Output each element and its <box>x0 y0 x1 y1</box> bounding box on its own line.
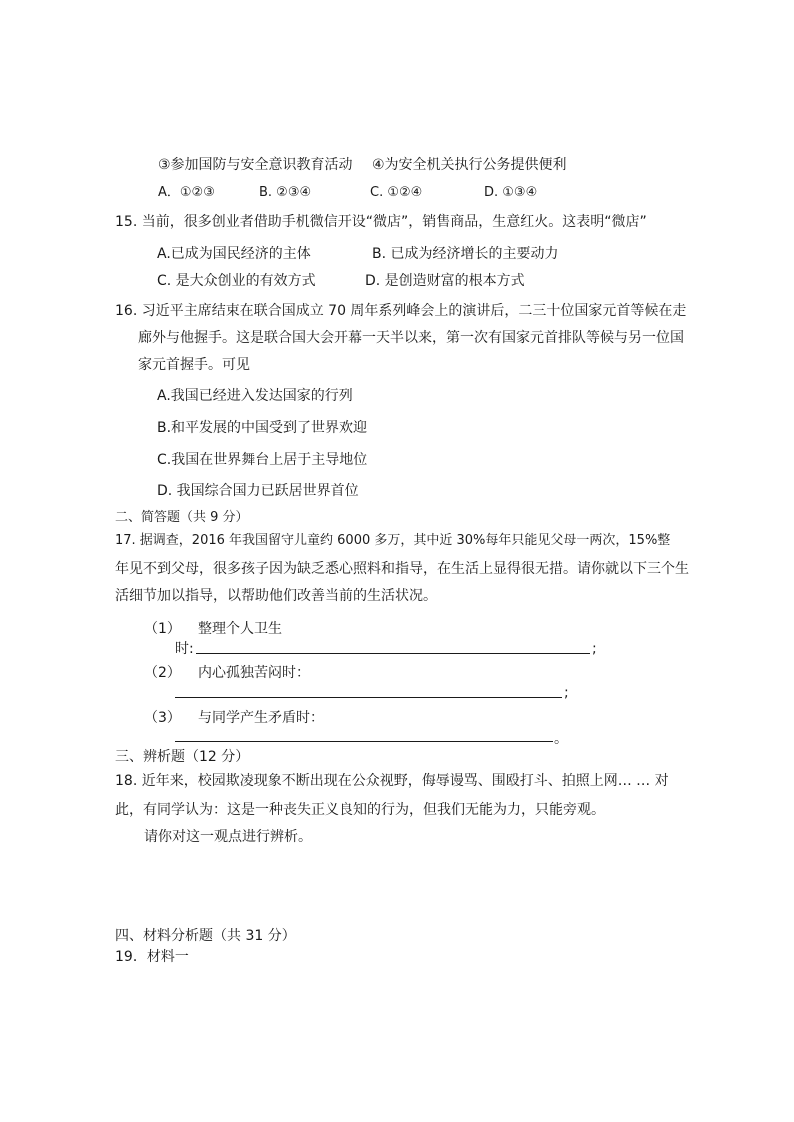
q14-option-a: A．①②③ <box>158 185 215 200</box>
q16-stem-line-2: 廊外与他握手。这是联合国大会开幕一天半以来，第一次有国家元首排队等候与另一位国 <box>138 330 684 346</box>
q16-option-a: A.我国已经进入发达国家的行列 <box>157 388 353 404</box>
q16-stem-line-3: 家元首握手。可见 <box>138 357 250 373</box>
q17-sub-1-end: ; <box>592 641 597 657</box>
q18-line-3: 请你对这一观点进行辨析。 <box>144 829 312 845</box>
q17-line-3: 活细节加以指导，以帮助他们改善当前的生活状况。 <box>115 588 437 604</box>
q16-option-c: C.我国在世界舞台上居于主导地位 <box>157 452 368 468</box>
section-3-heading: 三、辨析题（12 分） <box>115 749 250 765</box>
q15-option-c: C. 是大众创业的有效方式 <box>157 273 316 289</box>
q17-sub-1-prompt: 整理个人卫生 <box>198 621 282 637</box>
q17-sub-1-answer-line[interactable] <box>196 653 590 654</box>
q17-sub-2-end: ; <box>564 685 569 701</box>
q17-sub-3-answer-line[interactable] <box>175 741 553 742</box>
q14-option-b: B. ②③④ <box>259 185 312 200</box>
q17-sub-2-prompt: 内心孤独苦闷时： <box>198 665 310 681</box>
q18-line-1: 18. 近年来，校园欺凌现象不断出现在公众视野，侮辱谩骂、围殴打斗、拍照上网… … 对 <box>115 773 669 789</box>
q15-option-d: D. 是创造财富的根本方式 <box>365 273 525 289</box>
q18-line-2: 此，有同学认为：这是一种丧失正义良知的行为，但我们无能为力，只能旁观。 <box>115 802 605 818</box>
q17-sub-1-number: （1） <box>144 621 181 637</box>
q17-sub-1-continuation: 时: <box>175 641 194 657</box>
q14-item-3: ③参加国防与安全意识教育活动 <box>158 157 353 173</box>
q17-sub-2-number: （2） <box>144 665 181 681</box>
section-2-heading: 二、简答题（共 9 分） <box>115 510 249 525</box>
q14-option-d: D. ①③④ <box>484 185 538 200</box>
q14-option-c: C. ①②④ <box>370 185 423 200</box>
q17-line-2: 年见不到父母，很多孩子因为缺乏悉心照料和指导，在生活上显得很无措。请你就以下三个生 <box>115 561 689 577</box>
q14-item-4: ④为安全机关执行公务提供便利 <box>372 157 567 173</box>
q17-sub-3-number: （3） <box>144 710 181 726</box>
q17-sub-2-answer-line[interactable] <box>175 697 562 698</box>
q15-stem: 15. 当前，很多创业者借助手机微信开设“微店”，销售商品，生意红火。这表明“微店” <box>115 214 647 230</box>
q19-material-1: 19．材料一 <box>115 949 189 965</box>
section-4-heading: 四、材料分析题（共 31 分） <box>115 928 296 944</box>
q16-stem-line-1: 16. 习近平主席结束在联合国成立 70 周年系列峰会上的演讲后，二三十位国家元首等候在走 <box>115 303 687 319</box>
q17-sub-3-prompt: 与同学产生矛盾时： <box>198 710 324 726</box>
q17-sub-3-end: 。 <box>554 731 568 747</box>
q16-option-b: B.和平发展的中国受到了世界欢迎 <box>157 420 368 436</box>
q16-option-d: D. 我国综合国力已跃居世界首位 <box>157 483 359 499</box>
q17-line-1: 17. 据调查，2016 年我国留守儿童约 6000 多万，其中近 30%每年只能见父母一两次，15%整 <box>115 533 671 548</box>
q15-option-b: B. 已成为经济增长的主要动力 <box>372 246 559 262</box>
q15-option-a: A.已成为国民经济的主体 <box>157 246 311 262</box>
